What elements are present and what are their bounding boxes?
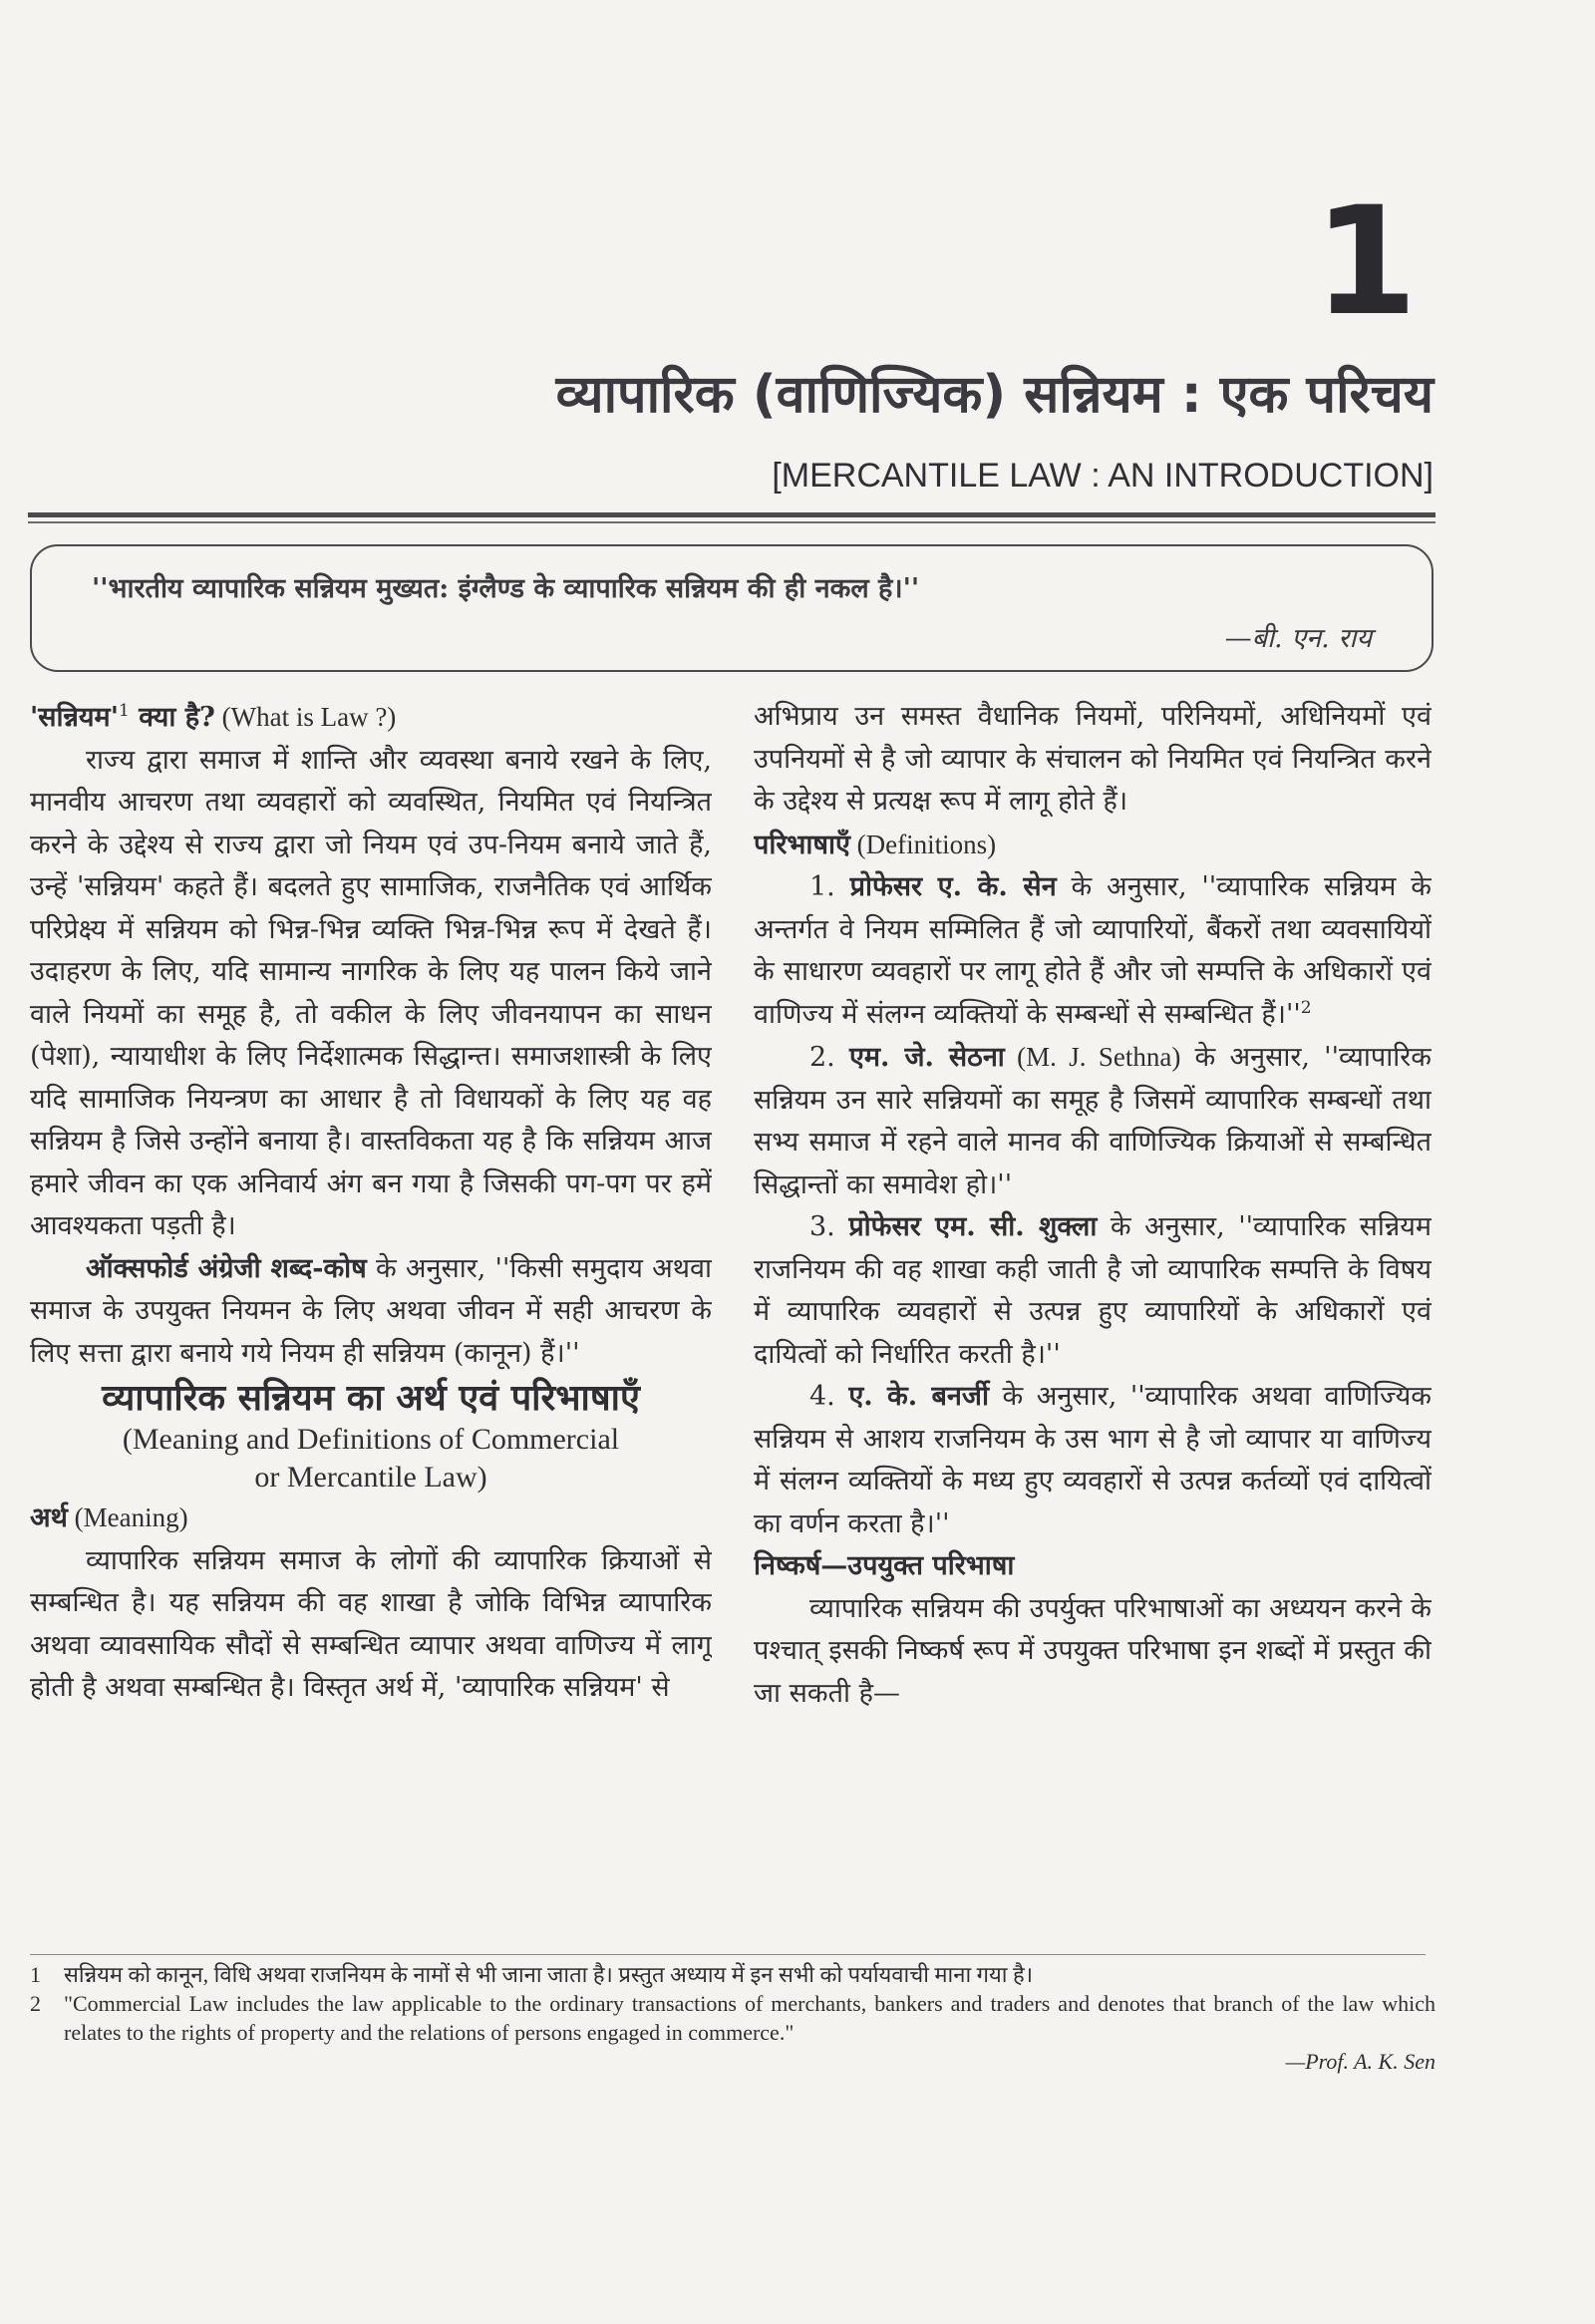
- footnote-2-attribution: —Prof. A. K. Sen: [1285, 2049, 1436, 2074]
- paragraph-meaning-continued: अभिप्राय उन समस्त वैधानिक नियमों, परिनियमों, अधिनियमों एवं उपनियमों से है जो व्यापार के संचालन को नियमित एवं नियन्त्रित करने के उद्देश्य से प्रत्यक्ष रूप में लागू होते हैं।: [754, 701, 1432, 817]
- title-rule-thin: [28, 521, 1436, 523]
- meaning-heading: [30, 1496, 712, 1540]
- definition-2-text: के अनुसार, ''व्यापारिक सन्नियम उन सारे सन्नियमों का समूह है जिसमें व्यापारिक सम्बन्धों तथा सभ्य समाज में रहने वाले मानव की वाणिज्यिक क्रियाओं से सम्बन्धित सिद्धान्तों का समावेश हो।'': [754, 1042, 1432, 1200]
- footnote-1-text: सन्नियम को कानून, विधि अथवा राजनियम के नामों से भी जाना जाता है। प्रस्तुत अध्याय में इन सभी को पर्यायवाची माना गया है।: [64, 1962, 1034, 1987]
- section-heading-english-line2: or Mercantile Law): [254, 1461, 487, 1494]
- left-column: [30, 696, 712, 1952]
- conclusion-heading: निष्कर्ष—उपयुक्त परिभाषा: [754, 1550, 1015, 1581]
- paragraph-meaning: व्यापारिक सन्नियम समाज के लोगों की व्यापारिक क्रियाओं से सम्बन्धित है। यह सन्नियम की वह शाखा है जोकि विभिन्न व्यापारिक अथवा व्यावसायिक सौदों से सम्बन्धित व्यापार अथवा वाणिज्य में लागू होती है अथवा सम्बन्धित है। विस्तृत अर्थ में, 'व्यापारिक सन्नियम' से: [30, 1544, 712, 1703]
- definition-2-author: एम. जे. सेठना: [848, 1042, 1005, 1073]
- oxford-dictionary-label: ऑक्सफोर्ड अंग्रेजी शब्द-कोष: [86, 1252, 367, 1284]
- right-column: [754, 696, 1432, 1952]
- definition-4-author: ए. के. बनर्जी: [848, 1381, 989, 1412]
- section-heading-hindi: 'सन्नियम': [30, 702, 119, 733]
- epigraph-box: [30, 544, 1434, 672]
- definition-2-number: 2.: [809, 1042, 849, 1073]
- footnote-2-number: 2: [30, 1991, 41, 2016]
- chapter-title-hindi: व्यापारिक (वाणिज्यिक) सन्नियम : एक परिचय: [555, 365, 1434, 425]
- definitions-heading-hindi: परिभाषाएँ: [754, 829, 850, 860]
- title-rule-thick: [28, 512, 1436, 517]
- epigraph-author: —बी. एन. राय: [1224, 623, 1372, 654]
- definition-item-1: [754, 866, 1432, 1036]
- definition-1-author: प्रोफेसर ए. के. सेन: [849, 871, 1057, 902]
- meaning-heading-english: (Meaning): [67, 1502, 188, 1532]
- section-meaning-definitions-heading: व्यापारिक सन्नियम का अर्थ एवं परिभाषाएँ: [102, 1377, 640, 1419]
- section-heading-english: (What is Law ?): [214, 702, 397, 732]
- footnote-rule: [30, 1954, 1426, 1955]
- definition-4-number: 4.: [809, 1381, 849, 1412]
- definition-3-number: 3.: [809, 1211, 849, 1242]
- paragraph-conclusion: व्यापारिक सन्नियम की उपर्युक्त परिभाषाओं का अध्ययन करने के पश्चात् इसकी निष्कर्ष रूप में उपयुक्त परिभाषा इन शब्दों में प्रस्तुत की जा सकती है—: [754, 1592, 1432, 1709]
- paragraph-law-intro: राज्य द्वारा समाज में शान्ति और व्यवस्था बनाये रखने के लिए, मानवीय आचरण तथा व्यवहारों को व्यवस्थित, नियमित एवं नियन्त्रित करने के उद्देश्य से राज्य द्वारा जो नियम एवं उप-नियम बनाये जाते हैं, उन्हें 'सन्नियम' कहते हैं। बदलते हुए सामाजिक, राजनैतिक एवं आर्थिक परिप्रेक्ष्य में सन्नियम को भिन्न-भिन्न व्यक्ति भिन्न-भिन्न रूप में देखते हैं। उदाहरण के लिए, यदि सामान्य नागरिक के लिए यह पालन किये जाने वाले नियमों का समूह है, तो वकील के लिए जीवनयापन का साधन (पेशा), न्यायाधीश के लिए निर्देशात्मक सिद्धान्त। समाजशास्त्री के लिए यदि सामाजिक नियन्त्रण का आधार है तो विधायकों के लिए यह वह सन्नियम है जिसे उन्होंने बनाया है। वास्तविकता यह है कि सन्नियम आज हमारे जीवन का एक अनिवार्य अंग बन गया है जिसकी पग-पग पर हमें आवश्यकता पड़ती है।: [30, 744, 712, 1241]
- footnote-2: [30, 1989, 1436, 2047]
- footnote-ref-1: 1: [118, 701, 130, 721]
- definition-3-author: प्रोफेसर एम. सी. शुक्ला: [848, 1211, 1098, 1242]
- definitions-heading-english: (Definitions): [849, 829, 997, 859]
- chapter-title-english: [MERCANTILE LAW : AN INTRODUCTION]: [772, 457, 1434, 495]
- footnote-ref-2: 2: [1300, 997, 1312, 1018]
- footnote-2-text: "Commercial Law includes the law applicable to the ordinary transactions of merchants, bankers and traders and denotes that branch of the law which relates to the rights of property and the relations of persons engaged in commerce.": [64, 1991, 1436, 2045]
- definition-4-text: के अनुसार, ''व्यापारिक अथवा वाणिज्यिक सन्नियम से आशय राजनियम के उस भाग से है जो व्यापार या वाणिज्य में संलग्न व्यक्तियों के मध्य हुए व्यवहारों से उत्पन्न कर्तव्यों एवं दायित्वों का वर्णन करता है।'': [754, 1381, 1432, 1539]
- footnote-1-number: 1: [30, 1962, 41, 1987]
- chapter-number: 1: [1313, 175, 1418, 349]
- definition-1-number: 1.: [809, 871, 850, 902]
- definition-2-author-english: (M. J. Sethna): [1004, 1042, 1181, 1072]
- section-heading-english-line1: (Meaning and Definitions of Commercial: [122, 1423, 620, 1456]
- definition-item-3: [754, 1206, 1432, 1376]
- footnotes: [30, 1960, 1436, 2076]
- epigraph-text: ''भारतीय व्यापारिक सन्नियम मुख्यत: इंग्लैण्ड के व्यापारिक सन्नियम की ही नकल है।'': [92, 573, 920, 604]
- footnote-1: [30, 1960, 1436, 1989]
- definition-item-2: [754, 1036, 1432, 1206]
- definitions-heading: [754, 824, 1432, 867]
- oxford-definition-text: के अनुसार, ''किसी समुदाय अथवा समाज के उपयुक्त नियमन के लिए अथवा जीवन में सही आचरण के लिए सत्ता द्वारा बनाये गये नियम ही सन्नियम (कानून) हैं।'': [30, 1252, 712, 1369]
- definition-1-text: के अनुसार, ''व्यापारिक सन्नियम के अन्तर्गत वे नियम सम्मिलित हैं जो व्यापारियों, बैंकरों तथा व्यवसायियों के साधारण व्यवहारों पर लागू होते हैं और जो सम्पत्ति के अधिकारों एवं वाणिज्य में संलग्न व्यक्तियों के सम्बन्धों से सम्बन्धित हैं।'': [754, 871, 1432, 1030]
- meaning-heading-hindi: अर्थ: [30, 1502, 68, 1533]
- section-what-is-law-heading: [30, 696, 712, 740]
- paragraph-oxford-definition: [30, 1248, 712, 1376]
- section-heading-hindi-rest: क्या है?: [129, 702, 215, 733]
- definition-3-text: के अनुसार, ''व्यापारिक सन्नियम राजनियम की वह शाखा कही जाती है जो व्यापारिक सम्पत्ति के विषय में व्यापारिक व्यवहारों से उत्पन्न हुए व्यापारियों के अधिकारों एवं दायित्वों को निर्धारित करती है।'': [754, 1211, 1432, 1370]
- definition-item-4: [754, 1376, 1432, 1545]
